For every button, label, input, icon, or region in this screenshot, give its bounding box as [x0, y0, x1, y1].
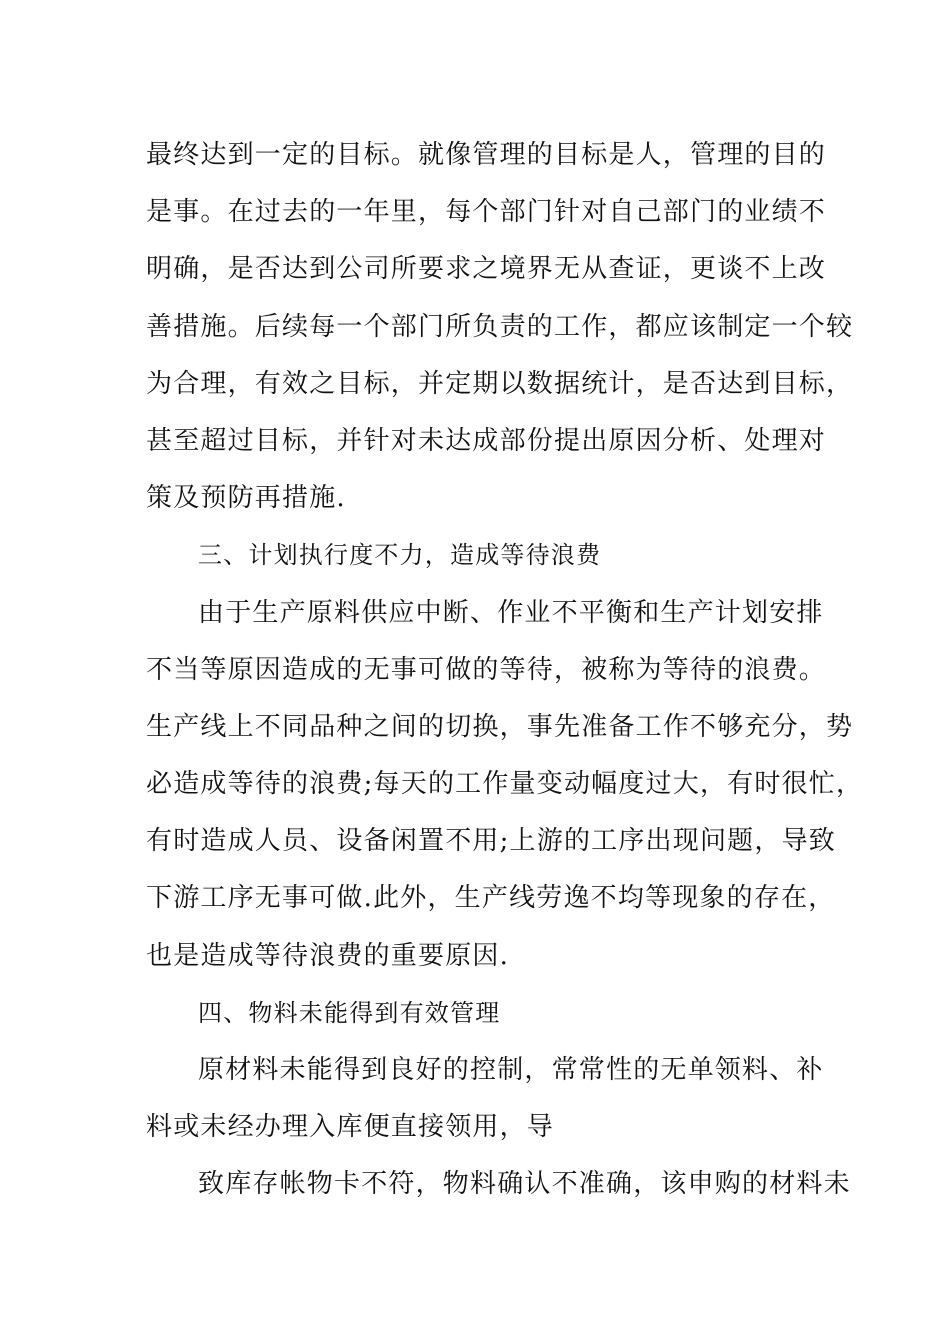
text-line: 明确，是否达到公司所要求之境界无从查证，更谈不上改	[146, 254, 827, 285]
text-line: 生产线上不同品种之间的切换，事先准备工作不够充分，势	[146, 711, 854, 742]
section-heading-3: 三、计划执行度不力，造成等待浪费	[198, 541, 602, 570]
document-body	[146, 127, 864, 1214]
text-line: 策及预防再措施.	[146, 483, 346, 514]
text-line: 最终达到一定的目标。就像管理的目标是人，管理的目的	[146, 140, 827, 170]
paragraph-start: 致库存帐物卡不符，物料确认不准确，该申购的材料未	[198, 1169, 851, 1200]
text-line: 是事。在过去的一年里，每个部门针对自己部门的业绩不	[146, 197, 827, 228]
text-line: 有时造成人员、设备闲置不用;上游的工序出现问题，导致	[146, 826, 836, 857]
paragraph-start: 由于生产原料供应中断、作业不平衡和生产计划安排	[198, 597, 824, 628]
text-line: 料或未经办理入库便直接领用，导	[146, 1112, 555, 1143]
text-line: 为合理，有效之目标，并定期以数据统计，是否达到目标，	[146, 368, 854, 399]
section-heading-4: 四、物料未能得到有效管理	[198, 998, 501, 1027]
text-line: 善措施。后续每一个部门所负责的工作，都应该制定一个较	[146, 311, 854, 342]
text-line: 也是造成等待浪费的重要原因.	[146, 940, 510, 971]
text-line: 不当等原因造成的无事可做的等待，被称为等待的浪费。	[146, 654, 827, 685]
text-line: 下游工序无事可做.此外，生产线劳逸不均等现象的存在，	[146, 883, 836, 914]
text-line: 必造成等待的浪费;每天的工作量变动幅度过大，有时很忙，	[146, 769, 864, 800]
paragraph-start: 原材料未能得到良好的控制，常常性的无单领料、补	[198, 1055, 824, 1085]
text-line: 甚至超过目标，并针对未达成部份提出原因分析、处理对	[146, 425, 827, 456]
